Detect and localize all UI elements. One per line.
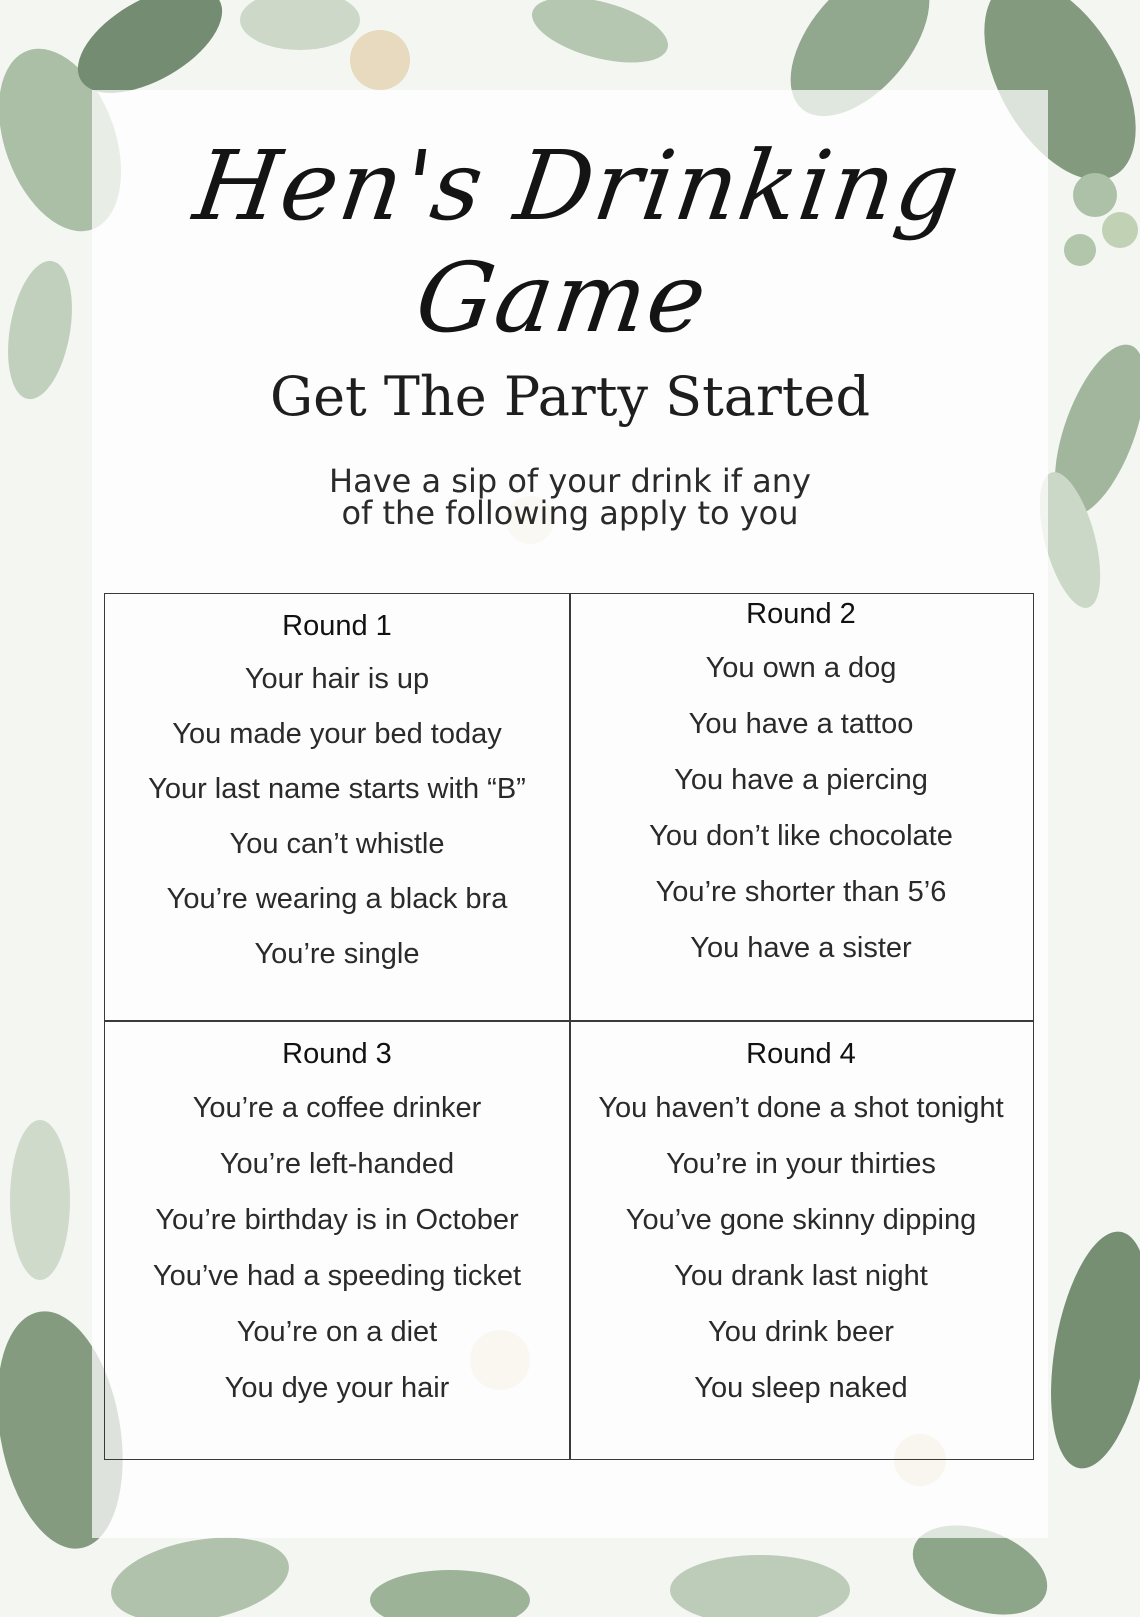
leaf-decoration — [240, 0, 360, 50]
list-item: Your last name starts with “B” — [148, 773, 526, 805]
instructions — [270, 462, 870, 532]
list-item: You have a piercing — [674, 764, 928, 796]
list-item: You dye your hair — [224, 1372, 450, 1404]
round-3-cell — [105, 1036, 569, 1416]
list-item: You’re in your thirties — [666, 1148, 936, 1180]
round-heading: Round 1 — [282, 610, 392, 642]
list-item: You’re single — [254, 938, 420, 970]
list-item: You sleep naked — [694, 1372, 908, 1404]
round-4-cell — [569, 1036, 1033, 1416]
leaf-decoration — [370, 1570, 530, 1617]
rounds-grid — [104, 593, 1034, 1460]
list-item: You don’t like chocolate — [649, 820, 953, 852]
instructions-line: Have a sip of your drink if any — [329, 462, 811, 500]
round-list — [569, 640, 1033, 976]
list-item: You can’t whistle — [229, 828, 445, 860]
leaf-decoration — [670, 1555, 850, 1617]
list-item: You’re a coffee drinker — [192, 1092, 482, 1124]
berry-decoration — [1102, 212, 1138, 248]
list-item: You drank last night — [674, 1260, 928, 1292]
list-item: You’re on a diet — [236, 1316, 438, 1348]
round-list — [105, 652, 569, 982]
list-item: You drink beer — [708, 1316, 894, 1348]
round-1-cell — [105, 608, 569, 982]
instructions-line: of the following apply to you — [341, 494, 799, 532]
round-heading: Round 2 — [746, 598, 856, 630]
leaf-decoration — [0, 256, 82, 404]
list-item: Your hair is up — [244, 663, 430, 695]
list-item: You’re wearing a black bra — [166, 883, 508, 915]
list-item: You made your bed today — [172, 718, 502, 750]
list-item: You’ve had a speeding ticket — [152, 1260, 522, 1292]
leaf-decoration — [1035, 1224, 1140, 1476]
list-item: You have a sister — [690, 932, 912, 964]
list-item: You have a tattoo — [688, 708, 914, 740]
gold-fleck-decoration — [350, 30, 410, 90]
round-list — [569, 1080, 1033, 1416]
list-item: You’re shorter than 5’6 — [655, 876, 947, 908]
list-item: You haven’t done a shot tonight — [598, 1092, 1004, 1124]
list-item: You own a dog — [705, 652, 897, 684]
page-subtitle: Get The Party Started — [269, 365, 871, 428]
round-list — [105, 1080, 569, 1416]
grid-divider — [105, 1020, 1033, 1022]
berry-decoration — [1073, 173, 1117, 217]
page-title: Hen's Drinking Game — [187, 130, 968, 354]
list-item: You’ve gone skinny dipping — [625, 1204, 977, 1236]
round-2-cell — [569, 596, 1033, 976]
leaf-decoration — [104, 1525, 295, 1617]
leaf-decoration — [525, 0, 675, 75]
round-heading: Round 3 — [282, 1038, 392, 1070]
round-heading: Round 4 — [746, 1038, 856, 1070]
leaf-decoration — [10, 1120, 70, 1280]
berry-decoration — [1064, 234, 1096, 266]
list-item: You’re left-handed — [219, 1148, 455, 1180]
list-item: You’re birthday is in October — [155, 1204, 519, 1236]
